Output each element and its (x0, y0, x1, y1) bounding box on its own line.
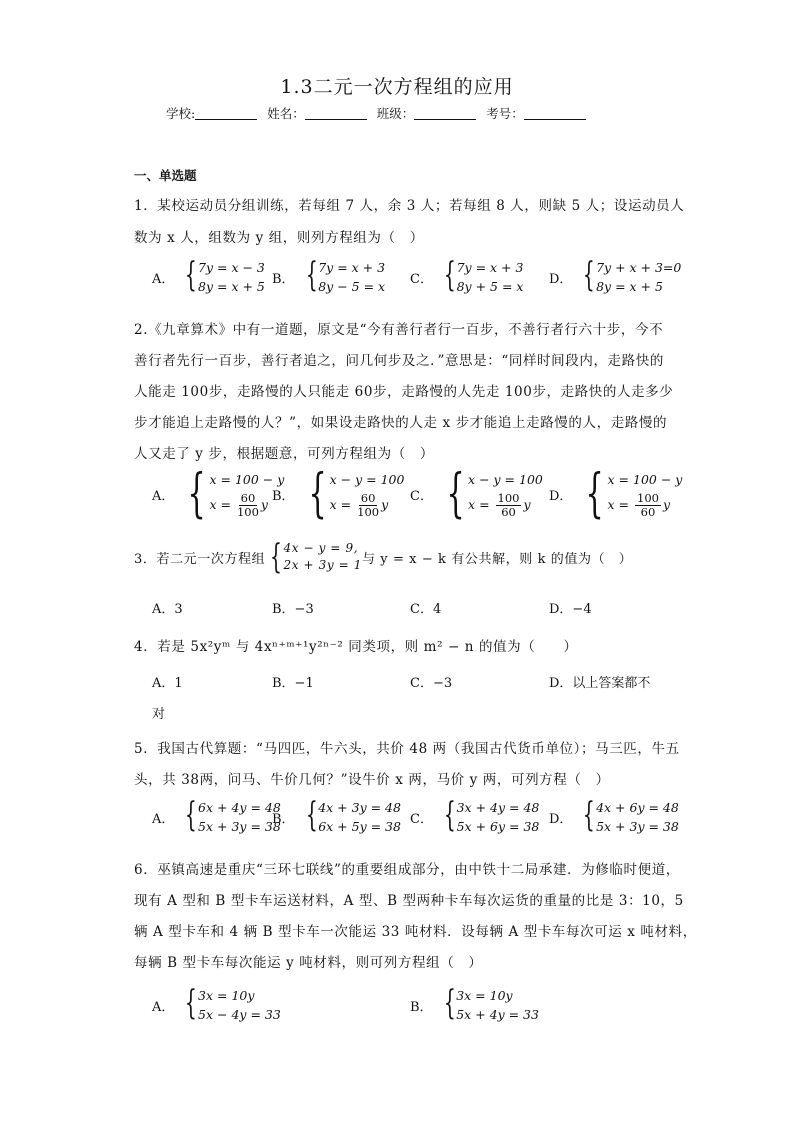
q5-option-d[interactable]: D． { 4x + 6y = 48 5x + 3y = 38 (549, 795, 679, 835)
q4-option-a[interactable]: A．1 (152, 676, 183, 691)
q3-option-c[interactable]: C．4 (410, 602, 442, 617)
q2-option-b[interactable]: B． { x − y = 100 x = $\frac{60}{100}$ y (272, 464, 405, 524)
q6-line1: 6．巫镇高速是重庆“三环七联线”的重要组成部分，由中铁十二局承建．为修临时便道， (134, 862, 680, 878)
q2-line1: 2.《九章算术》中有一道题，原文是“今有善行者行一百步，不善行者行六十步，今不 (134, 322, 664, 338)
q5-option-c[interactable]: C． { 3x + 4y = 48 5x + 6y = 38 (410, 795, 540, 835)
q6-line4: 每辆 B 型卡车每次能运 y 吨材料，则可列方程组（ ） (134, 955, 483, 971)
q6-line3: 辆 A 型卡车和 4 辆 B 型卡车一次能运 33 吨材料．设每辆 A 型卡车每次可运 x 吨材料， (134, 924, 697, 940)
q4-option-c[interactable]: C．−3 (410, 676, 453, 691)
school-label: 学校: (166, 106, 196, 121)
q6-option-a[interactable]: A． { 3x = 10y 5x − 4y = 33 (152, 983, 281, 1023)
q5-line1: 5．我国古代算题：“马四匹，牛六头，共价 48 两（我国古代货币单位）；马三匹，牛五 (134, 741, 680, 757)
class-label: 班级： (376, 106, 415, 121)
q1-option-c[interactable]: C． { 7y = x + 3 8y + 5 = x (410, 255, 524, 295)
q4-option-b[interactable]: B．−1 (272, 676, 314, 691)
q3-stem: 3．若二元一次方程组 { 4x − y = 9, 2x + 3y = 1 与 y = x − k 有公共解，则 k 的值为（ ） (134, 537, 633, 577)
number-blank[interactable] (524, 107, 586, 120)
class-blank[interactable] (414, 107, 476, 120)
q3-option-b[interactable]: B．−3 (272, 602, 314, 617)
q2-option-c[interactable]: C． { x − y = 100 x = $\frac{100}{60}$ y (410, 464, 543, 524)
q3-option-d[interactable]: D．−4 (549, 602, 592, 617)
page-title: 1.3二元一次方程组的应用 (280, 76, 514, 98)
q4-stem: 4．若是 5x²yᵐ 与 4xⁿ⁺ᵐ⁺¹y²ⁿ⁻² 同类项，则 m² − n 的值为（ ） (134, 639, 578, 655)
q1-option-a[interactable]: A． { 7y = x − 3 8y = x + 5 (152, 255, 265, 295)
q1-line1: 1．某校运动员分组训练，若每组 7 人，余 3 人；若每组 8 人，则缺 5 人；设运动员人 (134, 198, 685, 214)
student-info-row (166, 104, 592, 122)
q2-option-a[interactable]: A． { x = 100 − y x = $\frac{60}{100}$ y (152, 464, 285, 524)
q4-option-d[interactable]: D．以上答案都不 (549, 676, 651, 691)
name-label: 姓名： (267, 106, 305, 121)
section-heading: 一、单选题 (134, 168, 197, 183)
name-blank[interactable] (305, 107, 367, 120)
number-label: 考号： (486, 106, 524, 121)
q3-option-a[interactable]: A．3 (152, 602, 183, 617)
school-blank[interactable] (195, 107, 257, 120)
q4-option-d-cont: 对 (152, 707, 166, 722)
q2-option-d[interactable]: D． { x = 100 − y x = $\frac{100}{60}$ y (549, 464, 683, 524)
q5-line2: 头，共 38两，问马、牛价几何？”设牛价 x 两，马价 y 两，可列方程（ ） (134, 772, 610, 788)
q6-line2: 现有 A 型和 B 型卡车运送材料，A 型、B 型两种卡车每次运货的重量的比是 3：10，5 (134, 893, 684, 909)
q1-option-b[interactable]: B． { 7y = x + 3 8y − 5 = x (272, 255, 386, 295)
q2-line2: 善行者先行一百步，善行者追之，问几何步及之．”意思是：“同样时间段内，走路快的 (134, 353, 664, 369)
q6-option-b[interactable]: B． { 3x = 10y 5x + 4y = 33 (410, 983, 539, 1023)
q2-line5: 人又走了 y 步，根据题意，可列方程组为（ ） (134, 446, 435, 462)
q5-option-a[interactable]: A． { 6x + 4y = 48 5x + 3y = 38 (152, 795, 281, 835)
q2-line3: 人能走 100步，走路慢的人只能走 60步，走路慢的人先走 100步，走路快的人走多少 (134, 384, 674, 400)
q1-option-d[interactable]: D． { 7y + x + 3=0 8y = x + 5 (549, 255, 682, 295)
q2-line4: 步才能追上走路慢的人？”，如果设走路快的人走 x 步才能追上走路慢的人，走路慢的 (134, 415, 668, 431)
q5-option-b[interactable]: B． { 4x + 3y = 48 6x + 5y = 38 (272, 795, 401, 835)
q1-line2: 数为 x 人，组数为 y 组，则列方程组为（ ） (134, 230, 424, 246)
